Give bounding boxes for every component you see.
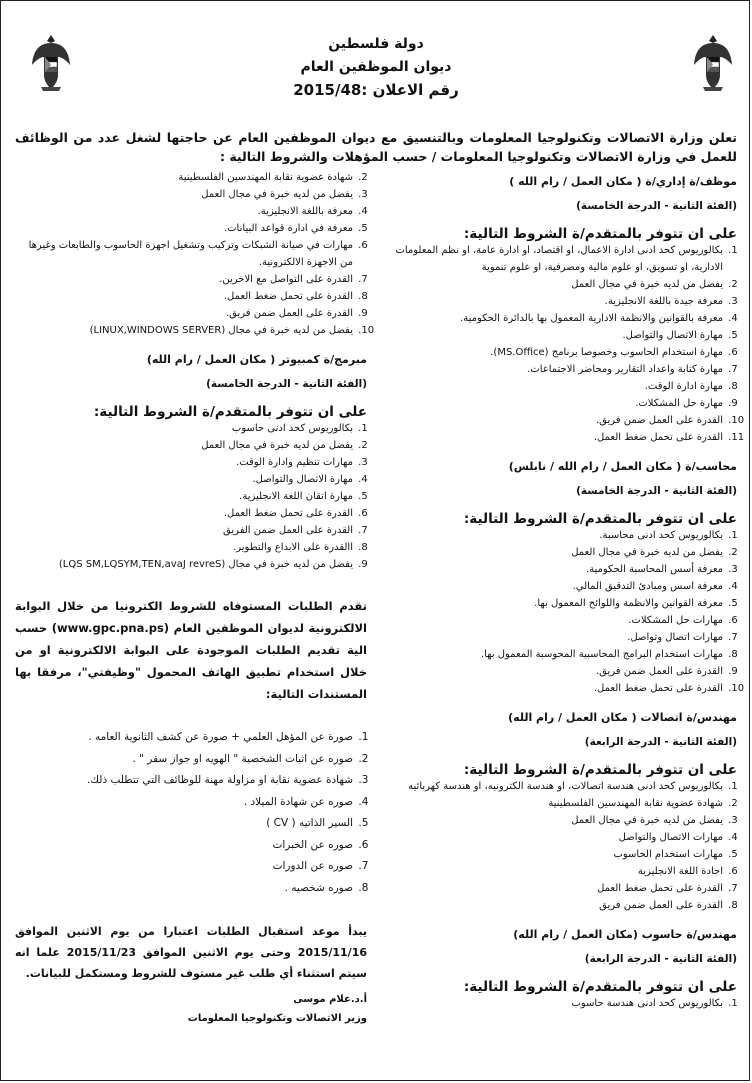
list-item: 6. اجادة اللغة الانجليزية <box>381 863 725 880</box>
requirements-list <box>15 420 367 573</box>
list-item: 5. معرفة في ادارة قواعد البيانات. <box>15 220 355 237</box>
list-item: 2. يفضل من لديه خبرة في مجال العمل <box>381 544 725 561</box>
list-item: 4. معرفة اسس ومبادئ التدقيق المالي. <box>381 578 725 595</box>
list-item: 2. صوره عن اثبات الشخصية " الهويه او جواز سفر " . <box>15 749 355 771</box>
list-item: 4. معرفة باللغة الانجليزية. <box>15 203 355 220</box>
list-item: 1. بكالوريوس كحد ادنى محاسبة. <box>381 527 725 544</box>
list-item: 11. القدرة على تحمل ضغط العمل. <box>381 429 725 446</box>
conditions-heading: على ان تتوفر بالمتقدم/ة الشروط التالية: <box>93 404 367 420</box>
required-documents-list <box>15 727 367 899</box>
requirements-list <box>381 242 737 446</box>
list-item: 4. معرفة بالقوانين والانظمة الادارية المعمول بها بالدائرة الحكومية. <box>381 310 725 327</box>
job-telecom-engineer <box>381 711 737 914</box>
job-programmer <box>15 353 367 573</box>
list-item: 2. يفضل من لديه خبرة في مجال العمل <box>381 276 725 293</box>
job-accountant <box>381 460 737 697</box>
intro-paragraph: تعلن وزارة الاتصالات وتكنولوجيا المعلومات وبالتنسيق مع ديوان الموظفين العام عن حاجتها لشغل عدد من الوظائف للعمل في وزارة الاتصالات وتكنولوجيا المعلومات / حسب المؤهلات والشروط التالية : <box>15 129 737 164</box>
job-title: مبرمج/ة كمبيوتر ( مكان العمل / رام الله) <box>146 353 367 366</box>
list-item: 3. معرفة أسس المحاسبة الحكومية. <box>381 561 725 578</box>
right-column <box>381 169 737 1012</box>
application-instructions: تقدم الطلبات المستوفاه للشروط الكترونيا من خلال البوابة الالكترونية لديوان الموظفين العام (www.gpc.pna.ps) حسب الية تقديم الطلبات الموجودة على البوابة الالكترونية او من خلال استخدام تطبيق الهاتف المحمول "وظيفتي"، مرفقا بها المستندات التالية: <box>15 599 367 701</box>
closing-paragraph: يبدأ موعد استقبال الطلبات اعتبارا من يوم الاثنين الموافق 2015/11/16 وحتى يوم الاثنين الموافق 2015/11/23 علما انه سيتم استثناء أي طلب غير مستوف للشروط ومستكمل للبيانات. <box>15 925 367 980</box>
list-item: 8. مهارات استخدام البرامج المحاسبية المحوسبة المعمول بها. <box>381 646 725 663</box>
requirements-list <box>381 778 737 914</box>
conditions-heading: على ان تتوفر بالمتقدم/ة الشروط التالية: <box>463 226 737 242</box>
left-column <box>15 169 367 1024</box>
list-item: 6. صوره عن الخبرات <box>15 835 355 857</box>
list-item: 2. شهادة عضوية نقابة المهندسين الفلسطينية <box>15 169 355 186</box>
list-item: 5. مهارات استخدام الحاسوب <box>381 846 725 863</box>
conditions-heading: على ان تتوفر بالمتقدم/ة الشروط التالية: <box>463 979 737 995</box>
list-item: 8. القدرة على العمل ضمن فريق <box>381 897 725 914</box>
job-admin <box>381 175 737 446</box>
list-item: 8. القدرة على تحمل ضغط العمل. <box>15 288 355 305</box>
job-title: محاسب/ة ( مكان العمل / رام الله / نابلس) <box>508 460 737 473</box>
list-item: 6. القدرة على تحمل ضغط العمل. <box>15 505 355 522</box>
list-item: 6. مهارات حل المشكلات. <box>381 612 725 629</box>
job-category: (الفئة الثانية - الدرجة الخامسة) <box>576 200 737 212</box>
list-item: 9. القدرة على العمل ضمن فريق. <box>15 305 355 322</box>
list-item: 3. يفضل من لديه خبرة في مجال العمل <box>381 812 725 829</box>
list-item: 3. يفضل من لديه خبرة في مجال العمل <box>15 186 355 203</box>
list-item: 7. القدرة على العمل ضمن الفريق <box>15 522 355 539</box>
list-item: 8. االقدرة على الابداع والتطوير. <box>15 539 355 556</box>
list-item: 8. مهارة ادارة الوقت. <box>381 378 725 395</box>
signatory-position: وزير الاتصالات وتكنولوجيا المعلومات <box>187 1013 367 1024</box>
header-agency: ديوان الموظفين العام <box>300 59 452 75</box>
list-item: 3. مهارات تنظيم وادارة الوقت. <box>15 454 355 471</box>
list-item: 3. معرفة جيدة باللغة الانجليزية. <box>381 293 725 310</box>
list-item: 5. معرفة القوانين والانظمة واللوائح المعمول بها. <box>381 595 725 612</box>
job-title: موظف/ة إداري/ة ( مكان العمل / رام الله ) <box>509 175 737 188</box>
list-item: 4. مهارات الاتصال والتواصل <box>381 829 725 846</box>
list-item: 6. مهارات في صيانة الشبكات وتركيب وتشغيل اجهزة الحاسوب والطابعات وغيرها من الاجهزة الالكترونية. <box>15 237 355 271</box>
list-item: 9. القدرة على العمل ضمن فريق. <box>381 663 725 680</box>
list-item: 2. شهادة عضوية نقابة المهندسين الفلسطينية <box>381 795 725 812</box>
job-category: (الفئة الثانية - الدرجة الرابعة) <box>584 953 737 965</box>
list-item: 9. يفضل من لديه خبرة في مجال (LQS SM,LQSYM,TEN,avaJ revreS) <box>15 556 355 573</box>
list-item: 7. القدرة على التواصل مع الاخرين. <box>15 271 355 288</box>
list-item: 8. صوره شخصيه . <box>15 878 355 900</box>
list-item: 6. مهارة استخدام الحاسوب وخصوصا برنامج (MS.Office). <box>381 344 725 361</box>
list-item: 10. القدرة على تحمل ضغط العمل. <box>381 680 725 697</box>
list-item: 7. القدرة على تحمل ضغط العمل <box>381 880 725 897</box>
list-item: 1. بكالوريوس كحد ادنى هندسة حاسوب <box>381 995 725 1012</box>
list-item: 7. صوره عن الدورات <box>15 856 355 878</box>
requirements-list <box>381 527 737 697</box>
list-item: 9. مهارة حل المشكلات. <box>381 395 725 412</box>
list-item: 7. مهارة كتابة واعداد التقارير ومحاضر الاجتماعات. <box>381 361 725 378</box>
list-item: 1. بكالوريوس كحد ادنى ادارة الاعمال، او اقتصاد، او ادارة عامة، او نظم المعلومات الادارية، او تسويق، او علوم مالية ومصرفية، او علوم تنموية <box>381 242 725 276</box>
signatory-name: أ.د.علام موسى <box>293 994 367 1005</box>
list-item: 3. شهادة عضوية نقابة او مزاولة مهنة للوظائف التي تتطلب ذلك. <box>15 770 355 792</box>
header-country: دولة فلسطين <box>328 36 424 52</box>
job-title: مهندس/ة اتصالات ( مكان العمل / رام الله) <box>508 711 737 724</box>
requirements-list <box>381 995 737 1012</box>
job-computer-engineer <box>381 928 737 1012</box>
list-item: 7. مهارات اتصال وتواصل. <box>381 629 725 646</box>
list-item: 1. صورة عن المؤهل العلمي + صورة عن كشف الثانوية العامه . <box>15 727 355 749</box>
job-category: (الفئة الثانية - الدرجة الرابعة) <box>584 736 737 748</box>
header-announcement-number: رقم الاعلان :2015/48 <box>293 81 459 99</box>
list-item: 1. بكالوريوس كحد ادنى هندسة اتصالات، او هندسة الكترونيه، او هندسة كهربائيه <box>381 778 725 795</box>
requirements-list-continued <box>15 169 367 339</box>
list-item: 5. مهارة الاتصال والتواصل. <box>381 327 725 344</box>
job-category: (الفئة الثانية - الدرجة الخامسة) <box>576 485 737 497</box>
list-item: 10. القدرة على العمل ضمن فريق. <box>381 412 725 429</box>
list-item: 1. بكالوريوس كحد ادنى حاسوب <box>15 420 355 437</box>
list-item: 5. مهارة اتقان اللغة الانجليزية. <box>15 488 355 505</box>
list-item: 5. السير الذاتيه ( CV ) <box>15 813 355 835</box>
list-item: 4. مهارة الاتصال والتواصل. <box>15 471 355 488</box>
conditions-heading: على ان تتوفر بالمتقدم/ة الشروط التالية: <box>463 511 737 527</box>
job-category: (الفئة الثانية - الدرجة الخامسة) <box>206 378 367 390</box>
job-title: مهندس/ة حاسوب (مكان العمل / رام الله) <box>513 928 737 941</box>
list-item: 2. يفضل من لديه خبرة في مجال العمل <box>15 437 355 454</box>
conditions-heading: على ان تتوفر بالمتقدم/ة الشروط التالية: <box>463 762 737 778</box>
list-item: 10. يفضل من لديه خبرة في مجال (LINUX,WINDOWS SERVER) <box>15 322 355 339</box>
list-item: 4. صوره عن شهادة الميلاد . <box>15 792 355 814</box>
